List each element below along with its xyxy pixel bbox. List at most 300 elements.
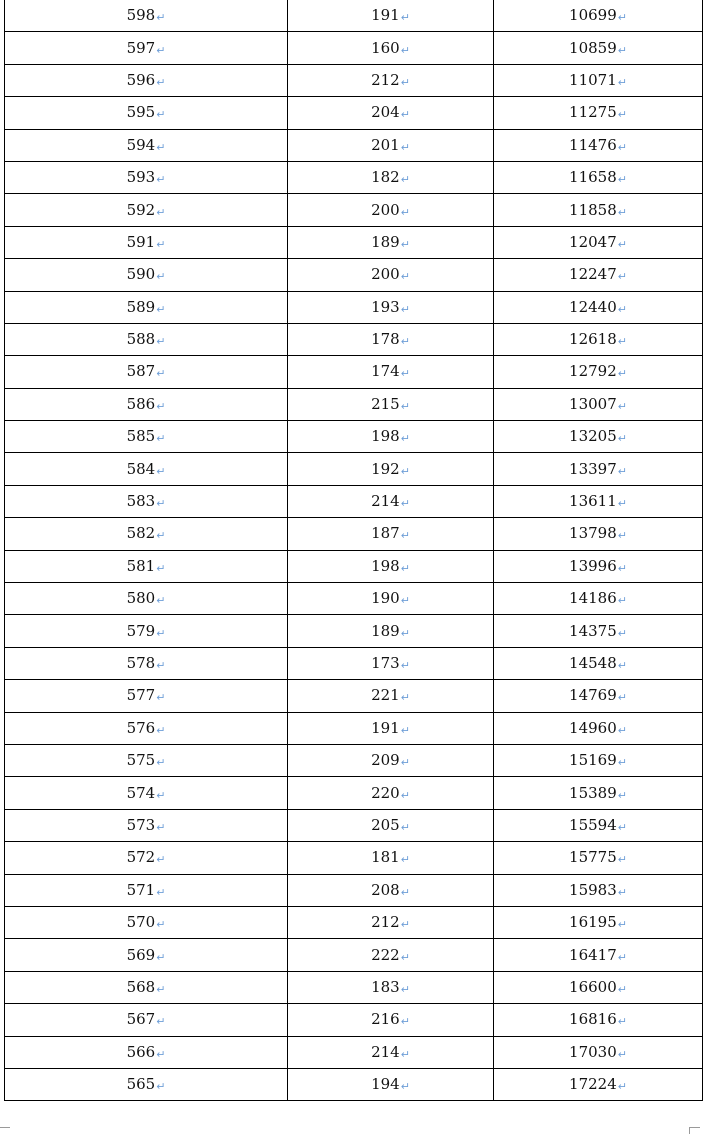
cell-value: 13996 — [569, 556, 617, 575]
score-cell — [5, 453, 288, 485]
paragraph-mark-icon: ↵ — [156, 11, 166, 25]
table-body — [5, 0, 703, 1101]
cell-value: 198 — [371, 556, 400, 575]
paragraph-mark-icon: ↵ — [400, 335, 410, 349]
cell-value: 16600 — [569, 977, 617, 996]
cell-value: 182 — [371, 168, 400, 187]
cumulative-cell — [494, 485, 703, 517]
score-cell — [5, 906, 288, 938]
cell-value: 588 — [126, 330, 156, 349]
cell-value: 10699 — [569, 6, 617, 25]
cell-value: 573 — [126, 815, 156, 834]
cell-value: 597 — [126, 38, 156, 57]
score-cell — [5, 1004, 288, 1036]
cumulative-cell — [494, 97, 703, 129]
cumulative-cell — [494, 64, 703, 96]
cumulative-cell — [494, 453, 703, 485]
count-cell — [288, 194, 494, 226]
cumulative-cell — [494, 842, 703, 874]
score-cell — [5, 64, 288, 96]
score-cell — [5, 0, 288, 32]
paragraph-mark-icon: ↵ — [156, 756, 166, 770]
cell-value: 215 — [371, 394, 400, 413]
count-cell — [288, 550, 494, 582]
cell-value: 15594 — [569, 815, 617, 834]
count-cell — [288, 971, 494, 1003]
count-cell — [288, 680, 494, 712]
cell-value: 587 — [126, 362, 156, 381]
cell-value: 14186 — [569, 589, 617, 608]
paragraph-mark-icon: ↵ — [617, 853, 627, 867]
paragraph-mark-icon: ↵ — [400, 173, 410, 187]
count-cell — [288, 129, 494, 161]
paragraph-mark-icon: ↵ — [400, 108, 410, 122]
cumulative-cell — [494, 388, 703, 420]
cell-value: 17030 — [569, 1042, 617, 1061]
score-cell — [5, 777, 288, 809]
table-row — [5, 129, 703, 161]
cell-value: 205 — [371, 815, 400, 834]
table-row — [5, 777, 703, 809]
cell-value: 187 — [371, 524, 400, 543]
paragraph-mark-icon: ↵ — [156, 982, 166, 996]
cell-value: 178 — [371, 330, 400, 349]
paragraph-mark-icon: ↵ — [156, 75, 166, 89]
paragraph-mark-icon: ↵ — [617, 756, 627, 770]
paragraph-mark-icon: ↵ — [400, 237, 410, 251]
cell-value: 565 — [126, 1075, 156, 1094]
cumulative-cell — [494, 194, 703, 226]
count-cell — [288, 32, 494, 64]
cell-value: 200 — [371, 265, 400, 284]
paragraph-mark-icon: ↵ — [617, 982, 627, 996]
cell-value: 592 — [126, 200, 156, 219]
paragraph-mark-icon: ↵ — [400, 205, 410, 219]
table-row — [5, 64, 703, 96]
cumulative-cell — [494, 161, 703, 193]
paragraph-mark-icon: ↵ — [400, 918, 410, 932]
paragraph-mark-icon: ↵ — [617, 1047, 627, 1061]
paragraph-mark-icon: ↵ — [400, 950, 410, 964]
paragraph-mark-icon: ↵ — [156, 335, 166, 349]
cumulative-cell — [494, 259, 703, 291]
table-row — [5, 809, 703, 841]
paragraph-mark-icon: ↵ — [617, 723, 627, 737]
cumulative-cell — [494, 1068, 703, 1100]
count-cell — [288, 226, 494, 258]
paragraph-mark-icon: ↵ — [400, 399, 410, 413]
table-row — [5, 485, 703, 517]
cell-value: 11658 — [569, 168, 617, 187]
cell-value: 584 — [126, 459, 156, 478]
paragraph-mark-icon: ↵ — [156, 432, 166, 446]
cell-value: 212 — [371, 70, 400, 89]
score-cell — [5, 1036, 288, 1068]
score-cell — [5, 32, 288, 64]
cell-value: 13611 — [569, 492, 617, 511]
count-cell — [288, 356, 494, 388]
cell-value: 191 — [371, 6, 400, 25]
cumulative-cell — [494, 939, 703, 971]
table-row — [5, 388, 703, 420]
score-cell — [5, 680, 288, 712]
paragraph-mark-icon: ↵ — [156, 108, 166, 122]
paragraph-mark-icon: ↵ — [156, 367, 166, 381]
count-cell — [288, 453, 494, 485]
table-row — [5, 874, 703, 906]
cell-value: 14960 — [569, 718, 617, 737]
table-row — [5, 680, 703, 712]
paragraph-mark-icon: ↵ — [400, 11, 410, 25]
paragraph-mark-icon: ↵ — [617, 788, 627, 802]
cell-value: 576 — [126, 718, 156, 737]
paragraph-mark-icon: ↵ — [156, 1015, 166, 1029]
paragraph-mark-icon: ↵ — [400, 529, 410, 543]
count-cell — [288, 323, 494, 355]
table-row — [5, 939, 703, 971]
cell-value: 581 — [126, 556, 156, 575]
score-cell — [5, 161, 288, 193]
paragraph-mark-icon: ↵ — [156, 723, 166, 737]
paragraph-mark-icon: ↵ — [156, 820, 166, 834]
cell-value: 14548 — [569, 654, 617, 672]
score-cell — [5, 485, 288, 517]
score-cell — [5, 388, 288, 420]
cell-value: 594 — [126, 135, 156, 154]
paragraph-mark-icon: ↵ — [617, 950, 627, 964]
cell-value: 575 — [126, 751, 156, 770]
paragraph-mark-icon: ↵ — [156, 1047, 166, 1061]
cumulative-cell — [494, 647, 703, 679]
table-row — [5, 906, 703, 938]
cell-value: 577 — [126, 686, 156, 705]
cell-value: 567 — [126, 1010, 156, 1029]
cell-value: 190 — [371, 589, 400, 608]
cell-value: 13007 — [569, 394, 617, 413]
cell-value: 198 — [371, 427, 400, 446]
count-cell — [288, 291, 494, 323]
paragraph-mark-icon: ↵ — [156, 399, 166, 413]
paragraph-mark-icon: ↵ — [617, 432, 627, 446]
cell-value: 221 — [371, 686, 400, 705]
paragraph-mark-icon: ↵ — [156, 302, 166, 316]
paragraph-mark-icon: ↵ — [400, 140, 410, 154]
cell-value: 566 — [126, 1042, 156, 1061]
table-row — [5, 453, 703, 485]
paragraph-mark-icon: ↵ — [400, 464, 410, 478]
paragraph-mark-icon: ↵ — [156, 140, 166, 154]
score-cell — [5, 647, 288, 679]
paragraph-mark-icon: ↵ — [617, 270, 627, 284]
paragraph-mark-icon: ↵ — [617, 11, 627, 25]
cell-value: 208 — [371, 880, 400, 899]
paragraph-mark-icon: ↵ — [156, 918, 166, 932]
cell-value: 173 — [371, 654, 400, 672]
cumulative-cell — [494, 129, 703, 161]
score-cell — [5, 744, 288, 776]
cell-value: 11275 — [569, 103, 617, 122]
cell-value: 222 — [371, 945, 400, 964]
cell-value: 189 — [371, 621, 400, 640]
cumulative-cell — [494, 583, 703, 615]
cell-value: 17224 — [569, 1075, 617, 1094]
paragraph-mark-icon: ↵ — [156, 529, 166, 543]
paragraph-mark-icon: ↵ — [617, 464, 627, 478]
count-cell — [288, 518, 494, 550]
paragraph-mark-icon: ↵ — [156, 594, 166, 608]
cell-value: 583 — [126, 492, 156, 511]
table-row — [5, 161, 703, 193]
score-cell — [5, 226, 288, 258]
score-cell — [5, 550, 288, 582]
cell-value: 10859 — [569, 38, 617, 57]
paragraph-mark-icon: ↵ — [156, 691, 166, 705]
paragraph-mark-icon: ↵ — [617, 529, 627, 543]
paragraph-mark-icon: ↵ — [617, 335, 627, 349]
cell-value: 570 — [126, 913, 156, 932]
cell-value: 194 — [371, 1075, 400, 1094]
cumulative-cell — [494, 680, 703, 712]
paragraph-mark-icon: ↵ — [617, 691, 627, 705]
cell-value: 11858 — [569, 200, 617, 219]
cell-value: 569 — [126, 945, 156, 964]
cell-value: 12792 — [569, 362, 617, 381]
cumulative-cell — [494, 518, 703, 550]
paragraph-mark-icon: ↵ — [617, 302, 627, 316]
cell-value: 192 — [371, 459, 400, 478]
count-cell — [288, 259, 494, 291]
score-table — [4, 0, 703, 1101]
table-row — [5, 226, 703, 258]
cell-value: 214 — [371, 1042, 400, 1061]
paragraph-mark-icon: ↵ — [617, 820, 627, 834]
cumulative-cell — [494, 226, 703, 258]
count-cell — [288, 744, 494, 776]
cumulative-cell — [494, 356, 703, 388]
paragraph-mark-icon: ↵ — [400, 885, 410, 899]
cumulative-cell — [494, 323, 703, 355]
cell-value: 181 — [371, 848, 400, 867]
cell-value: 582 — [126, 524, 156, 543]
count-cell — [288, 421, 494, 453]
cell-value: 212 — [371, 913, 400, 932]
cell-value: 12618 — [569, 330, 617, 349]
cumulative-cell — [494, 1004, 703, 1036]
paragraph-mark-icon: ↵ — [617, 1080, 627, 1094]
paragraph-mark-icon: ↵ — [400, 723, 410, 737]
paragraph-mark-icon: ↵ — [400, 43, 410, 57]
cell-value: 15169 — [569, 751, 617, 770]
count-cell — [288, 939, 494, 971]
cumulative-cell — [494, 32, 703, 64]
paragraph-mark-icon: ↵ — [617, 237, 627, 251]
paragraph-mark-icon: ↵ — [400, 75, 410, 89]
paragraph-mark-icon: ↵ — [156, 205, 166, 219]
count-cell — [288, 809, 494, 841]
paragraph-mark-icon: ↵ — [156, 270, 166, 284]
paragraph-mark-icon: ↵ — [156, 237, 166, 251]
paragraph-mark-icon: ↵ — [400, 302, 410, 316]
table-row — [5, 323, 703, 355]
paragraph-mark-icon: ↵ — [156, 43, 166, 57]
cell-value: 16195 — [569, 913, 617, 932]
paragraph-mark-icon: ↵ — [400, 1080, 410, 1094]
paragraph-mark-icon: ↵ — [400, 432, 410, 446]
cell-value: 13205 — [569, 427, 617, 446]
count-cell — [288, 97, 494, 129]
cell-value: 214 — [371, 492, 400, 511]
table-row — [5, 421, 703, 453]
table-row — [5, 842, 703, 874]
cell-value: 174 — [371, 362, 400, 381]
paragraph-mark-icon: ↵ — [156, 464, 166, 478]
count-cell — [288, 1036, 494, 1068]
score-cell — [5, 323, 288, 355]
cell-value: 578 — [126, 654, 156, 672]
paragraph-mark-icon: ↵ — [156, 950, 166, 964]
cell-value: 12440 — [569, 297, 617, 316]
cell-value: 200 — [371, 200, 400, 219]
score-cell — [5, 291, 288, 323]
cell-value: 191 — [371, 718, 400, 737]
count-cell — [288, 777, 494, 809]
score-cell — [5, 809, 288, 841]
cell-value: 204 — [371, 103, 400, 122]
cell-value: 591 — [126, 232, 156, 251]
cell-value: 595 — [126, 103, 156, 122]
cumulative-cell — [494, 421, 703, 453]
paragraph-mark-icon: ↵ — [617, 75, 627, 89]
paragraph-mark-icon: ↵ — [400, 853, 410, 867]
score-cell — [5, 194, 288, 226]
cumulative-cell — [494, 744, 703, 776]
cumulative-cell — [494, 971, 703, 1003]
cell-value: 585 — [126, 427, 156, 446]
paragraph-mark-icon: ↵ — [400, 1015, 410, 1029]
paragraph-mark-icon: ↵ — [156, 561, 166, 575]
paragraph-mark-icon: ↵ — [400, 497, 410, 511]
count-cell — [288, 712, 494, 744]
count-cell — [288, 615, 494, 647]
cell-value: 201 — [371, 135, 400, 154]
paragraph-mark-icon: ↵ — [400, 691, 410, 705]
cell-value: 11071 — [569, 70, 617, 89]
paragraph-mark-icon: ↵ — [400, 367, 410, 381]
score-cell — [5, 971, 288, 1003]
cell-value: 220 — [371, 783, 400, 802]
score-cell — [5, 97, 288, 129]
cell-value: 593 — [126, 168, 156, 187]
cell-value: 193 — [371, 297, 400, 316]
table-row — [5, 194, 703, 226]
table-row — [5, 259, 703, 291]
count-cell — [288, 64, 494, 96]
count-cell — [288, 161, 494, 193]
table-row — [5, 712, 703, 744]
cell-value: 15389 — [569, 783, 617, 802]
table-row — [5, 583, 703, 615]
table-row — [5, 0, 703, 32]
paragraph-mark-icon: ↵ — [617, 594, 627, 608]
paragraph-mark-icon: ↵ — [156, 659, 166, 672]
paragraph-mark-icon: ↵ — [617, 561, 627, 575]
cell-value: 14769 — [569, 686, 617, 705]
paragraph-mark-icon: ↵ — [617, 205, 627, 219]
cell-value: 15983 — [569, 880, 617, 899]
paragraph-mark-icon: ↵ — [400, 1047, 410, 1061]
cell-value: 596 — [126, 70, 156, 89]
table-row — [5, 615, 703, 647]
cell-value: 160 — [371, 38, 400, 57]
cumulative-cell — [494, 0, 703, 32]
paragraph-mark-icon: ↵ — [617, 626, 627, 640]
cell-value: 209 — [371, 751, 400, 770]
cell-value: 590 — [126, 265, 156, 284]
paragraph-mark-icon: ↵ — [617, 1015, 627, 1029]
score-cell — [5, 1068, 288, 1100]
score-cell — [5, 939, 288, 971]
score-cell — [5, 615, 288, 647]
score-cell — [5, 712, 288, 744]
cell-value: 580 — [126, 589, 156, 608]
count-cell — [288, 647, 494, 679]
count-cell — [288, 583, 494, 615]
table-row — [5, 518, 703, 550]
paragraph-mark-icon: ↵ — [617, 399, 627, 413]
table-row — [5, 291, 703, 323]
page-corner-mark-right — [689, 1127, 700, 1134]
cell-value: 572 — [126, 848, 156, 867]
table-row — [5, 97, 703, 129]
count-cell — [288, 1068, 494, 1100]
cell-value: 16417 — [569, 945, 617, 964]
count-cell — [288, 874, 494, 906]
cell-value: 15775 — [569, 848, 617, 867]
table-row — [5, 971, 703, 1003]
count-cell — [288, 1004, 494, 1036]
score-cell — [5, 129, 288, 161]
paragraph-mark-icon: ↵ — [617, 108, 627, 122]
cell-value: 571 — [126, 880, 156, 899]
count-cell — [288, 485, 494, 517]
count-cell — [288, 0, 494, 32]
paragraph-mark-icon: ↵ — [400, 820, 410, 834]
table-row — [5, 550, 703, 582]
cumulative-cell — [494, 550, 703, 582]
cumulative-cell — [494, 874, 703, 906]
cell-value: 16816 — [569, 1010, 617, 1029]
cumulative-cell — [494, 906, 703, 938]
cumulative-cell — [494, 615, 703, 647]
paragraph-mark-icon: ↵ — [617, 173, 627, 187]
cell-value: 189 — [371, 232, 400, 251]
score-cell — [5, 356, 288, 388]
score-cell — [5, 421, 288, 453]
paragraph-mark-icon: ↵ — [156, 853, 166, 867]
cell-value: 598 — [126, 6, 156, 25]
paragraph-mark-icon: ↵ — [400, 270, 410, 284]
score-cell — [5, 518, 288, 550]
cumulative-cell — [494, 1036, 703, 1068]
count-cell — [288, 842, 494, 874]
page-corner-mark-left — [0, 1127, 10, 1134]
cell-value: 12047 — [569, 232, 617, 251]
table-row — [5, 32, 703, 64]
table-row — [5, 1036, 703, 1068]
cell-value: 574 — [126, 783, 156, 802]
paragraph-mark-icon: ↵ — [400, 659, 410, 672]
cumulative-cell — [494, 809, 703, 841]
